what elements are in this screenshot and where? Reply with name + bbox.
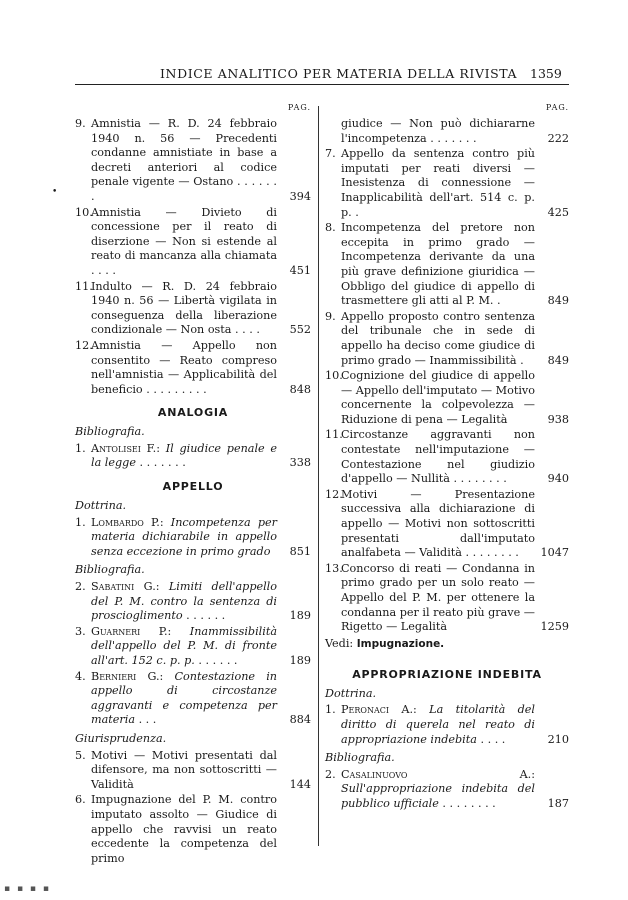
entry-title: Sull'appropriazione indebita del pubblico ufficiale [341,782,535,810]
entry-page: 425 [547,205,569,219]
column-divider [318,106,319,846]
entry-number: 1. [75,515,86,529]
list-item [325,768,569,812]
list-item [75,280,311,338]
entry-leader: . . . [138,713,157,727]
entry-page: 210 [547,732,569,746]
entry-author: Bernieri G.: [91,669,164,683]
list-item [75,670,311,728]
entry-page: 938 [547,412,569,426]
entry-leader: . . . . . . [186,609,226,623]
list-item [75,580,311,624]
entry-page: 849 [547,353,569,367]
entry-number: 1. [325,703,336,717]
entry-number: 2. [75,580,86,594]
entry-author: Sabatini G.: [91,580,160,594]
list-item [325,147,569,220]
entry-page: 940 [547,472,569,486]
list-item [75,625,311,669]
entry-author: Antolisei F.: [91,441,161,455]
entry-number: 6. [75,793,86,807]
entry-page: 338 [289,456,311,470]
list-item [75,793,311,866]
list-item [75,339,311,397]
entry-text [341,703,535,747]
entry-title: Inammissibilità dell'appello del P. M. di fronte all'art. 152 c. p. p. [91,624,277,667]
entry-page: 884 [289,713,311,727]
list-item [75,749,311,793]
list-item-continuation [325,117,569,146]
entry-number: 4. [75,669,86,683]
entry-number: 7. [325,147,336,161]
header-rule [75,84,569,85]
entry-text [91,625,277,669]
entry-number: 5. [75,748,86,762]
entry-page: 187 [547,796,569,810]
entry-text: giudice — Non può dichiararne l'incompetenza . . . . . . . [341,117,535,145]
section-heading-appropriazione: APPROPRIAZIONE INDEBITA [352,667,542,681]
page-header [0,64,628,86]
subsection-label: Bibliografia. [75,425,145,439]
entry-author: Guarneri P.: [91,624,172,638]
list-item [75,516,311,560]
section-heading-analogia: ANALOGIA [157,406,229,420]
see-also [325,637,569,650]
subsection-label: Giurisprudenza. [75,731,167,745]
entry-page: 144 [289,777,311,791]
running-title: INDICE ANALITICO PER MATERIA DELLA RIVISTA [160,66,518,81]
list-item [75,206,311,279]
entry-title: La titolarità del diritto di querela nel reato di appropriazione indebita [341,703,535,746]
entry-page: 851 [289,544,311,558]
entry-page: 849 [547,294,569,308]
see-also-label: Vedi: [325,636,354,650]
subsection-label: Dottrina. [75,499,127,513]
entry-title: Il giudice penale e la legge [91,441,277,470]
entry-number: 3. [75,624,86,638]
entry-number: 10. [75,205,93,219]
list-item [325,488,569,561]
entry-author: Lombardo P.: [91,515,164,529]
list-item [325,310,569,368]
entry-text: Impugnazione del P. M. contro imputato assolto — Giudice di appello che ravvisi un reato eccedente la competenza del primo [91,793,277,865]
see-also-link[interactable]: Impugnazione. [356,637,445,650]
entry-number: 11. [75,279,93,293]
list-item [75,117,311,205]
entry-text: Amnistia — R. D. 24 febbraio 1940 n. 56 — Precedenti condanne amnistiate in base a decreti anteriori al codice penale vigente — Ostano . . . . . . . [91,117,277,203]
left-column [75,103,311,867]
entry-number: 1. [75,441,86,455]
entry-leader: . . . . . . [198,654,238,667]
footer-mark: ▪ ▪ ▪ ▪ [4,884,51,894]
entry-text [91,516,277,560]
entry-author: Casalinuovo A.: [341,767,535,781]
entry-number: 9. [325,309,336,323]
entry-page: 552 [289,323,311,337]
entry-page: 1259 [540,620,569,634]
entry-number: 9. [75,117,86,130]
entry-text [91,442,277,471]
list-item [325,369,569,427]
entry-text: Appello da sentenza contro più imputati per reati diversi — Inesistenza di connessione — Inapplicabilità dell'art. 514 c. p. p. . [341,147,535,219]
list-item [325,221,569,309]
entry-text: Amnistia — Divieto di concessione per il reato di diserzione — Non si estende al reato di mancanza alla chiamata . . . . [91,205,277,277]
list-item [325,562,569,635]
subsection-label: Bibliografia. [75,563,145,577]
entry-page: 189 [289,609,311,623]
entry-leader: . . . . . . . [139,456,186,470]
entry-text [91,670,277,728]
entry-page: 394 [289,189,311,203]
entry-page: 1047 [540,546,569,560]
right-column [325,103,569,813]
entry-text: Circostanze aggravanti non contestate nell'imputazione — Contestazione nel giudizio d'appello — Nullità . . . . . . . . [341,428,535,486]
entry-page: 848 [289,382,311,396]
entry-text: Motivi — Presentazione successiva alla dichiarazione di appello — Motivi non sottoscritti presentati dall'imputato analfabeta — Validità . . . . . . . . [341,487,535,560]
entry-number: 13. [325,561,343,575]
entry-leader: . . . . . . . . [442,796,496,810]
entry-text: Motivi — Motivi presentati dal difensore, ma non sottoscritti — Validità [91,748,277,791]
margin-mark: • [52,187,58,197]
subsection-label: Bibliografia. [325,751,395,765]
entry-title: Limiti dell'appello del P. M. contro la sentenza di proscioglimento [91,580,277,623]
entry-text: Concorso di reati — Condanna in primo grado per un solo reato — Appello del P. M. per ottenere la condanna per il reato più grave — Rigetto — Legalità [341,561,535,634]
subsection-label: Dottrina. [325,686,377,700]
entry-number: 8. [325,221,336,235]
entry-text: Appello proposto contro sentenza del tribunale che in sede di appello ha deciso come giudice di primo grado — Inammissibilità . [341,309,535,367]
entry-author: Peronaci A.: [341,703,417,717]
list-item [325,703,569,747]
entry-number: 11. [325,428,343,442]
entry-number: 12. [325,487,343,501]
entry-number: 12. [75,338,93,352]
entry-text: Indulto — R. D. 24 febbraio 1940 n. 56 — Libertà vigilata in conseguenza della liberazione condizionale — Non osta . . . . [91,279,277,337]
list-item [75,442,311,471]
entry-leader: . . . . [480,732,506,746]
entry-text [341,768,535,812]
page-number: 1359 [530,66,562,81]
entry-text [91,580,277,624]
entry-text: Cognizione del giudice di appello — Appello dell'imputato — Motivo concernente la colpevolezza — Riduzione di pena — Legalità [341,369,535,426]
entry-number: 2. [325,767,336,781]
entry-text: Amnistia — Appello non consentito — Reato compreso nell'amnistia — Applicabilità del beneficio . . . . . . . . . [91,338,277,396]
entry-page: 189 [289,654,311,667]
section-heading-appello: APPELLO [162,480,224,494]
pag-label: PAG. [287,103,311,112]
list-item [325,428,569,486]
entry-title: Incompetenza per materia dichiarabile in appello senza eccezione in primo grado [91,515,277,558]
entry-number: 10. [325,369,343,383]
entry-page: 222 [547,131,569,145]
entry-text: Incompetenza del pretore non eccepita in primo grado — Incompetenza derivante da una più grave definizione giuridica — Obbligo del giudice di appello di trasmettere gli atti al P. M. . [341,221,535,308]
pag-label: PAG. [545,103,569,112]
entry-page: 451 [289,263,311,277]
entry-title: Contestazione in appello di circostanze aggravanti e competenza per materia [91,669,277,727]
